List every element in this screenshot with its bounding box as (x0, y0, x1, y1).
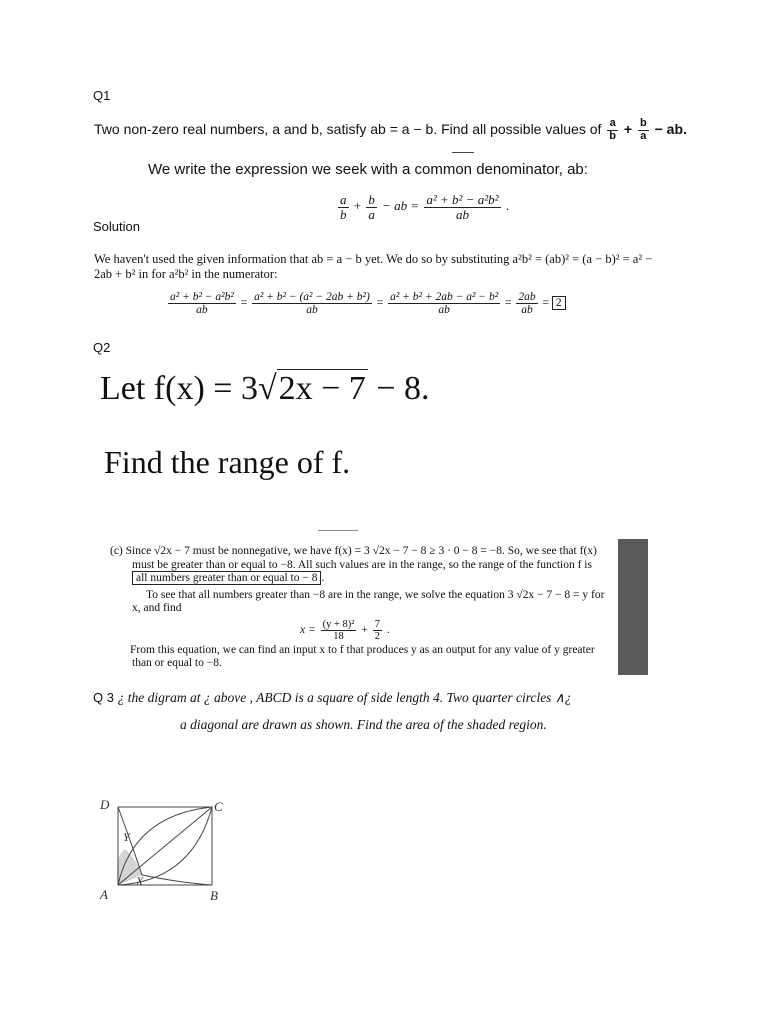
q1-eq2-equals-2: = (376, 297, 384, 310)
q1-problem-end: − ab. (654, 120, 687, 137)
square-diagram (92, 795, 232, 910)
q1-eq1-frac-a-den: b (340, 206, 347, 222)
q2-label: Q2 (93, 340, 111, 355)
scan-mark-2 (318, 530, 358, 531)
q2-eq-frac-1 (321, 619, 357, 642)
q1-eq2-frac-1-den: ab (196, 304, 208, 317)
q1-label: Q1 (93, 88, 111, 103)
q2-eq-frac-1-num: (y + 8)² (322, 618, 355, 630)
q1-eq2-frac-1-num: a² + b² − a²b² (170, 291, 234, 303)
q2-solution (110, 545, 608, 671)
q1-eq1-plus: + (353, 198, 362, 214)
q1-eq2-frac-2-num: a² + b² − (a² − 2ab + b²) (254, 291, 370, 303)
label-d: D (100, 797, 110, 812)
q2-line1-pre: Let f(x) = 3 (100, 370, 258, 407)
q2-eq-frac-1-den: 18 (333, 630, 344, 642)
q1-equation-2 (166, 291, 566, 316)
q1-eq2-frac-3-den: ab (438, 304, 450, 317)
q2-solution-part: (c) (110, 545, 123, 557)
label-x: X (136, 874, 144, 888)
q1-problem-frac1-den: b (609, 129, 617, 142)
label-y: Y (123, 830, 130, 844)
q1-problem-frac1-num: a (607, 118, 618, 131)
q2-statement-line-1 (100, 370, 430, 408)
q1-answer-box: 2 (552, 296, 566, 310)
q1-eq1-frac-a (338, 193, 349, 221)
q2-eq-frac-2-num: 7 (374, 618, 380, 630)
q1-eq1-frac-b-den: a (368, 206, 375, 222)
scan-gray-bar (618, 539, 648, 675)
q1-eq1-frac-a-num: a (340, 192, 347, 207)
q2-eq-lhs: x = (300, 623, 316, 636)
q3-text-1: ¿ the digram at ¿ above , ABCD is a square of side length 4. Two quarter circles ∧¿ (117, 690, 572, 705)
q1-eq1-rhs-den: ab (455, 206, 469, 222)
q1-eq2-equals-3: = (505, 297, 512, 310)
q2-solution-para-3: From this equation, we can find an input x to f that produces y as an output for any value of y greater than or equal to −8. (130, 643, 595, 670)
q1-problem (94, 117, 687, 142)
q1-paragraph: We haven't used the given information that ab = a − b yet. We do so by substituting a²b² = (ab)² = (a − b)² = a² − 2ab + b² in for a²b² in the numerator: (94, 252, 653, 281)
scan-mark (452, 152, 474, 153)
q1-eq1-end: . (505, 198, 510, 214)
q2-line1-radicand: 2x − 7 (278, 370, 366, 407)
q2-solution-equation (300, 619, 608, 642)
q1-equation-1 (336, 193, 509, 221)
q1-problem-frac2 (638, 118, 649, 142)
q1-eq2-frac-3-num: a² + b² + 2ab − a² − b² (390, 291, 499, 303)
solution-label: Solution (93, 219, 140, 234)
q2-eq-end: . (386, 623, 390, 636)
q2-solution-period: . (321, 572, 325, 584)
label-a: A (100, 887, 108, 902)
q1-problem-frac1 (607, 118, 618, 142)
q1-eq1-frac-b-num: b (368, 192, 375, 207)
q2-eq-frac-2-den: 2 (374, 630, 380, 642)
q1-problem-text: Two non-zero real numbers, a and b, satisfy ab = a − b. Find all possible values of (94, 120, 602, 137)
q1-eq1-rhs-num: a² + b² − a²b² (426, 192, 499, 207)
q2-solution-para-2: To see that all numbers greater than −8 are in the range, we solve the equation 3 √2x − 7 − 8 = y for x, and find (132, 588, 605, 614)
q1-eq2-frac-4-den: ab (521, 304, 533, 317)
q1-eq2-frac-3 (388, 291, 500, 316)
q2-solution-para-1 (110, 545, 608, 586)
q3-text-2: a diagonal are drawn as shown. Find the area of the shaded region. (180, 717, 547, 732)
q1-intro: We write the expression we seek with a common denominator, ab: (148, 161, 588, 178)
q1-eq2-equals-4: = (542, 297, 550, 310)
q2-line1-post: − 8. (376, 370, 430, 407)
q1-eq1-rhs (424, 193, 500, 221)
q1-problem-plus: + (623, 120, 633, 137)
sqrt-icon: √ (257, 370, 277, 407)
q1-problem-frac2-num: b (639, 117, 647, 129)
q1-problem-frac2-den: a (640, 129, 647, 142)
q1-eq1-frac-b (366, 193, 377, 221)
q1-eq2-frac-1 (168, 291, 236, 316)
q1-eq2-frac-2 (252, 291, 372, 316)
q3-label: Q 3 (93, 690, 114, 705)
q1-eq2-equals-1: = (240, 297, 248, 310)
q1-eq1-minus: − ab = (382, 198, 420, 214)
label-c: C (214, 799, 223, 814)
q1-eq2-frac-4-num: 2ab (518, 291, 536, 303)
q2-eq-plus: + (361, 623, 368, 636)
q2-solution-boxed-answer: all numbers greater than or equal to − 8 (132, 571, 321, 585)
q2-eq-frac-2 (373, 619, 382, 642)
q2-solution-text-1: Since √2x − 7 must be nonnegative, we have f(x) = 3 √2x − 7 − 8 ≥ 3 · 0 − 8 = −8. So, we see that f(x) must be greater than or equal to −8. All such values are in the range, so the range of the function f is (125, 545, 597, 571)
q3-line-1 (93, 690, 571, 706)
label-b: B (210, 888, 218, 903)
q1-eq2-frac-4 (516, 291, 537, 316)
q1-eq2-frac-2-den: ab (306, 304, 318, 317)
q2-statement-line-2: Find the range of f. (104, 444, 351, 480)
